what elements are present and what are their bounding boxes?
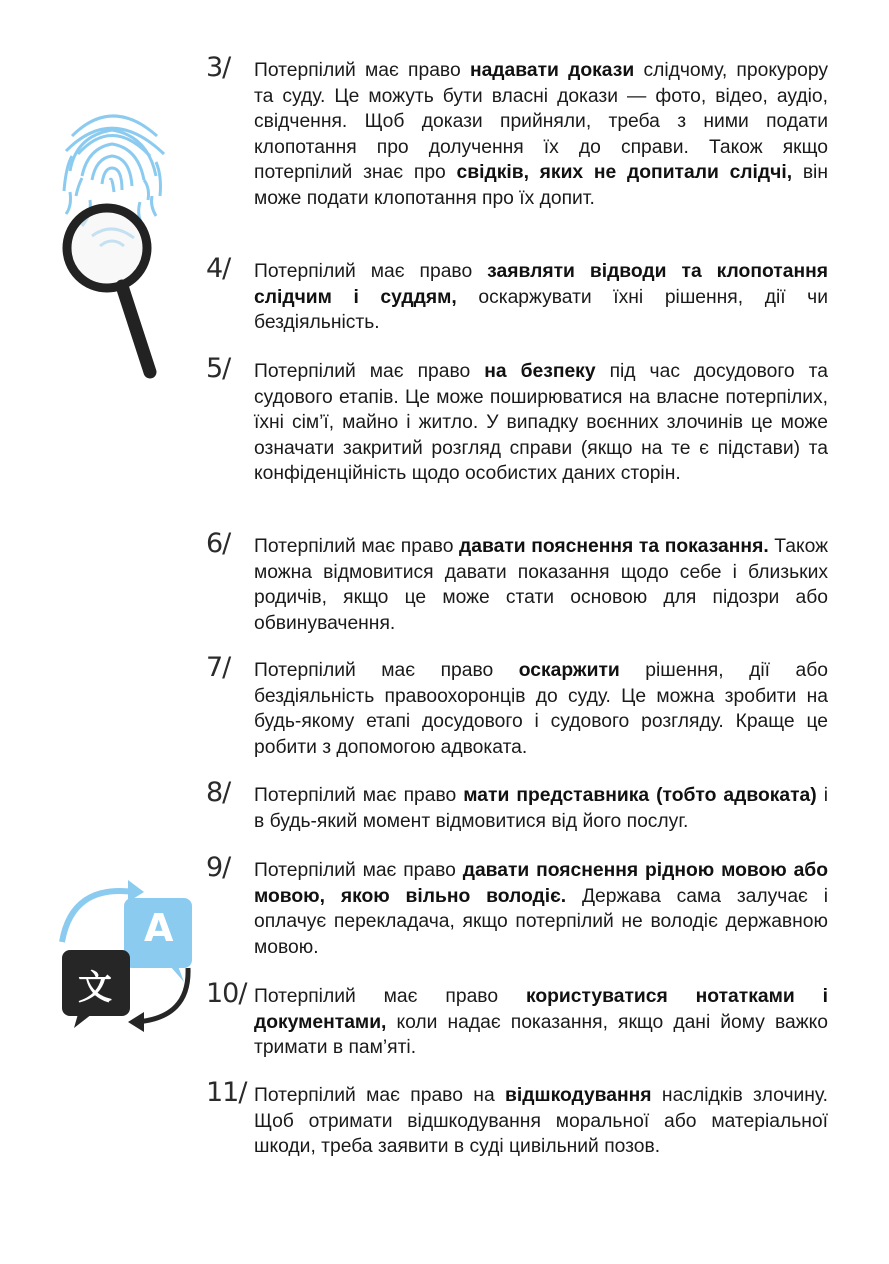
right-item <box>206 652 829 760</box>
item-text <box>254 534 828 636</box>
item-number: 7/ <box>206 652 231 683</box>
item-text <box>254 259 828 336</box>
right-item <box>206 1077 828 1160</box>
item-number: 8/ <box>206 777 231 808</box>
bold-text: оскаржити <box>518 660 620 681</box>
body-text: Також можна відмовитися давати показання щодо себе і близьких родичів, якщо це може стати основою для підозри або обвинувачення. <box>254 536 828 634</box>
translate-glyph: 文 <box>78 968 112 1008</box>
right-item <box>206 528 828 636</box>
item-text <box>254 783 828 834</box>
item-text <box>254 858 828 960</box>
item-text <box>254 359 828 487</box>
item-number: 10/ <box>206 978 247 1009</box>
bold-text: заявляти відводи та клопотання слідчим і суддям, <box>254 261 828 308</box>
item-number: 11/ <box>206 1077 247 1108</box>
bold-text: користуватися нотатками і документами, <box>254 986 828 1033</box>
body-text: Потерпілий має право <box>254 60 470 81</box>
body-text: Потерпілий має право <box>254 986 526 1007</box>
right-item <box>206 978 828 1061</box>
body-text: Потерпілий має право на <box>254 1085 506 1106</box>
bold-text: на безпеку <box>484 361 596 382</box>
body-text: і в будь-який момент відмовитися від його послуг. <box>254 785 828 832</box>
fingerprint-magnifier-icon <box>52 96 172 386</box>
body-text: рішення, дії або бездіяльність правоохоронців до суду. Це можна зробити на будь-якому етапі досудового і судового розгляду. Краще це робити з допомогою адвоката. <box>254 660 829 758</box>
body-text: Потерпілий має право <box>254 860 463 881</box>
item-text <box>254 658 828 760</box>
right-item <box>206 253 828 336</box>
item-text <box>254 1083 828 1160</box>
bold-text: давати пояснення рідною мовою або мовою, якою вільно володіє. <box>254 860 828 907</box>
item-text <box>254 58 828 212</box>
body-text: Потерпілий має право <box>254 785 464 806</box>
bold-text: давати пояснення та показання. <box>459 536 769 557</box>
translate-illustration <box>52 872 202 1032</box>
bold-text: свідків, яких не допитали слідчі, <box>456 162 793 184</box>
body-text: коли надає показання, якщо дані йому важко тримати в пам’яті. <box>254 1011 828 1059</box>
body-text: наслідків злочину. Щоб отримати відшкодування моральної або матеріальної шкоди, треба заявити в суді цивільний позов. <box>254 1085 828 1158</box>
item-text <box>254 984 828 1061</box>
body-text: Потерпілий має право <box>254 536 460 557</box>
right-item <box>206 777 828 834</box>
item-number: 5/ <box>206 353 231 384</box>
fingerprint-magnifier-illustration <box>52 96 172 386</box>
body-text: Держава сама залучає і оплачує перекладача, якщо потерпілий не володіє державною мовою. <box>254 885 829 958</box>
body-text: він може подати клопотання про їх допит. <box>254 162 828 209</box>
item-number: 3/ <box>206 52 231 83</box>
item-number: 9/ <box>206 852 231 883</box>
right-item <box>206 52 828 212</box>
bold-text: відшкодування <box>505 1085 652 1106</box>
item-number: 4/ <box>206 253 231 284</box>
body-text: Потерпілий має право <box>254 261 488 282</box>
translate-icon <box>52 872 202 1032</box>
body-text: під час досудового та судового етапів. Це може поширюватися на власне потерпілих, їхні сім’ї, майно і житло. У випадку воєнних злочинів це може означати закритий розгляд справи (якщо на те є підстави) та конфіденційність щодо особистих даних сторін. <box>254 361 828 485</box>
body-text: Потерпілий має право <box>254 361 485 382</box>
bold-text: мати представника (тобто адвоката) <box>463 785 817 806</box>
body-text: оскаржувати їхні рішення, дії чи бездіяльність. <box>254 286 828 334</box>
body-text: слідчому, прокурору та суду. Це можуть бути власні докази — фото, відео, аудіо, свідчення. Щоб докази прийняли, треба з ними подати клопотання про долучення їх до справи. Також якщо потерпілий знає про <box>254 60 828 184</box>
right-item <box>206 353 828 487</box>
right-item <box>206 852 829 960</box>
bold-text: надавати докази <box>469 60 635 81</box>
item-number: 6/ <box>206 528 231 559</box>
body-text: Потерпілий має право <box>254 660 519 681</box>
translate-letter-a: A <box>144 906 174 950</box>
